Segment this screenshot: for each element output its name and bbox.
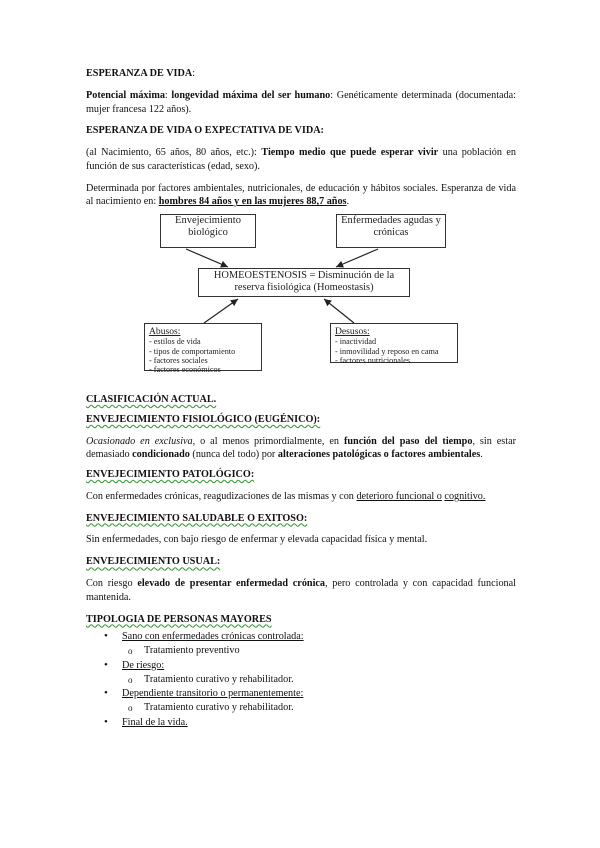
abusos-title: Abusos:	[149, 326, 181, 338]
arrow-envejecimiento	[186, 249, 228, 267]
usual-t1: Con riesgo	[86, 578, 138, 590]
list-item	[86, 630, 516, 658]
expectativa-pre: (al Nacimiento, 65 años, 80 años, etc.):	[86, 147, 262, 159]
clasificacion-heading: CLASIFICACIÓN ACTUAL.	[86, 394, 217, 406]
patologico-u1: deterioro funcional o	[356, 490, 442, 502]
tipologia-sub	[86, 701, 516, 715]
fisiologico-paragraph	[86, 435, 516, 463]
usual-paragraph	[86, 577, 516, 605]
patologico-heading: ENVEJECIMIENTO PATOLÓGICO:	[86, 469, 255, 481]
fisiologico-t3: (nunca del todo) por	[189, 449, 278, 461]
patologico-text: Con enfermedades crónicas, reagudizaciones de las mismas y con	[86, 490, 357, 502]
potencial-label: Potencial máxima	[86, 89, 165, 101]
esperanza-title: ESPERANZA DE VIDA	[86, 68, 193, 79]
tipologia-label: Sano con enfermedades crónicas controlada:	[122, 631, 304, 643]
tipologia-sub	[86, 673, 516, 687]
potencial-bold: longevidad máxima del ser humano	[171, 89, 331, 101]
box-homeoestenosis	[198, 268, 410, 297]
tipologia-sub	[86, 644, 516, 658]
expectativa-rest: una población en función de sus características (edad, sexo).	[86, 147, 517, 172]
saludable-heading: ENVEJECIMIENTO SALUDABLE O EXITOSO:	[86, 512, 308, 524]
abusos-item: - factores económicos	[149, 365, 221, 375]
homeoestenosis-diagram	[86, 211, 516, 373]
potencial-paragraph	[86, 89, 516, 117]
box-homeo-line1: HOMEOESTENOSIS = Disminución de la	[213, 270, 395, 282]
usual-heading: ENVEJECIMIENTO USUAL:	[86, 556, 221, 568]
fisiologico-b2: condicionado	[132, 449, 190, 461]
abusos-item: - tipos de comportamiento	[149, 346, 236, 356]
determinada-end: .	[346, 196, 350, 208]
tipologia-list	[86, 630, 516, 729]
fisiologico-t1: , o al menos primordialmente, en	[192, 435, 344, 447]
tipologia-label: Dependiente transitorio o permanentemente:	[122, 688, 304, 700]
fisiologico-b3: alteraciones patológicas o factores ambientales	[277, 449, 481, 461]
determinada-paragraph	[86, 182, 516, 210]
tipologia-sub-text: Tratamiento preventivo	[144, 645, 240, 657]
fisiologico-italic: Ocasionado en exclusiva	[86, 435, 193, 447]
potencial-colon: :	[164, 89, 172, 101]
abusos-item: - factores sociales	[149, 356, 208, 365]
tipologia-label: Final de la vida.	[122, 716, 188, 728]
esperanza-colon: :	[192, 68, 196, 79]
desusos-title: Desusos:	[335, 326, 370, 338]
potencial-rest: : Genéticamente determinada (documentada: mujer francesa 122 años).	[86, 89, 516, 115]
list-item	[86, 716, 516, 730]
box-enfermedades	[336, 214, 446, 248]
box-abusos	[144, 323, 262, 375]
patologico-paragraph	[86, 490, 516, 504]
abusos-item: - estilos de vida	[149, 337, 201, 347]
fisiologico-t2: , sin estar demasiado	[86, 435, 516, 461]
box-homeo-line2: reserva fisiológica (Homeostasis)	[234, 282, 374, 294]
box-envejecimiento	[160, 214, 256, 248]
tipologia-sub-text: Tratamiento curativo y rehabilitador.	[144, 702, 294, 714]
tipologia-sub-text: Tratamiento curativo y rehabilitador.	[144, 673, 294, 685]
fisiologico-b1: función del paso del tiempo	[343, 435, 473, 447]
tipologia-label: De riesgo:	[122, 659, 165, 671]
desusos-item: - factores nutricionales	[335, 356, 411, 365]
expectativa-heading: ESPERANZA DE VIDA O EXPECTATIVA DE VIDA:	[86, 125, 324, 137]
box-envejecimiento-text: Envejecimiento biológico	[175, 215, 241, 239]
arrow-abusos	[204, 299, 238, 323]
list-item	[86, 659, 516, 687]
box-desusos	[330, 323, 458, 363]
arrow-desusos	[324, 299, 354, 323]
determinada-bold: hombres 84 años y en las mujeres 88,7 años	[158, 196, 347, 208]
arrow-enfermedades	[336, 249, 378, 267]
expectativa-bold: Tiempo medio que puede esperar vivir	[261, 147, 439, 159]
esperanza-heading	[86, 67, 516, 81]
tipologia-heading: TIPOLOGIA DE PERSONAS MAYORES	[86, 613, 272, 625]
patologico-u2: cognitivo.	[444, 490, 486, 502]
expectativa-paragraph	[86, 146, 516, 174]
document-content	[86, 67, 516, 731]
box-enfermedades-text: Enfermedades agudas y crónicas	[341, 215, 441, 239]
usual-b1: elevado de presentar enfermedad crónica	[137, 578, 326, 590]
desusos-item: - inmovilidad y reposo en cama	[335, 346, 439, 356]
desusos-item: - inactividad	[335, 337, 377, 347]
saludable-paragraph: Sin enfermedades, con bajo riesgo de enfermar y elevada capacidad física y mental.	[86, 534, 428, 546]
fisiologico-t4: .	[480, 449, 483, 461]
determinada-text: Determinada por factores ambientales, nutricionales, de educación y hábitos sociales. Esperanza de vida al nacimiento en:	[86, 182, 516, 208]
usual-t2: , pero controlada y con capacidad funcional mantenida.	[86, 578, 516, 603]
list-item	[86, 687, 516, 715]
fisiologico-heading: ENVEJECIMIENTO FISIOLÓGICO (EUGÉNICO):	[86, 413, 321, 425]
